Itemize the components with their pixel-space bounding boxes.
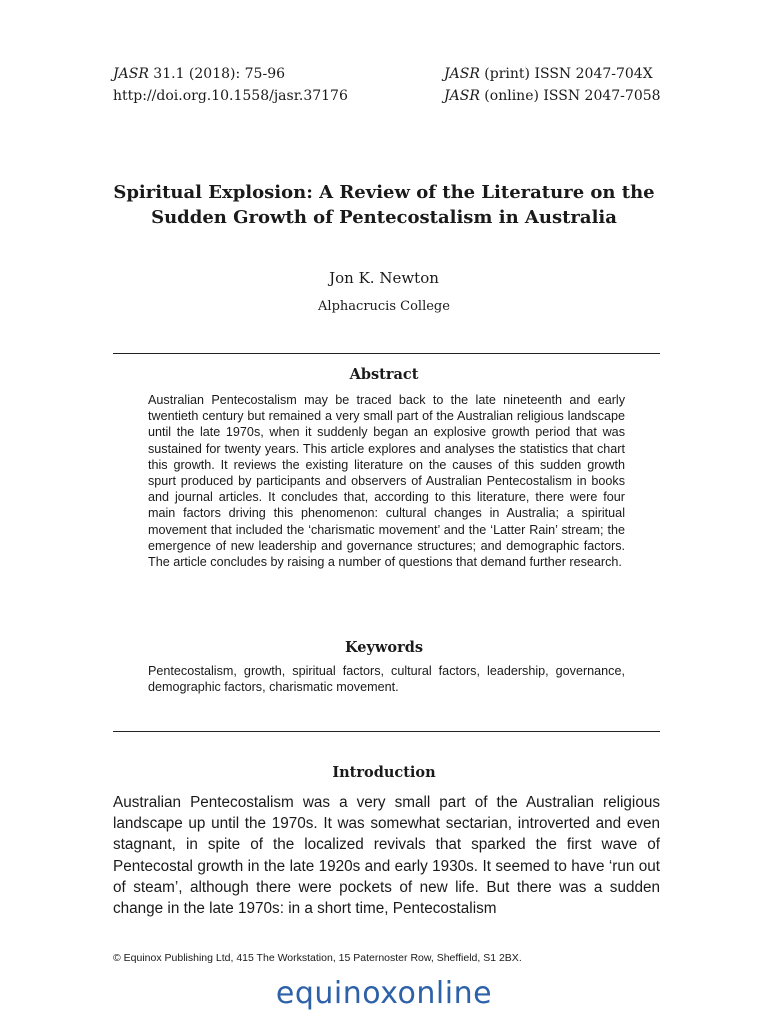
author-name: Jon K. Newton [329, 269, 439, 287]
online-issn [444, 86, 661, 106]
article-title: Spiritual Explosion: A Review of the Literature on the Sudden Growth of Pentecostalism in Australia [113, 182, 655, 228]
journal-name: JASR [113, 66, 149, 82]
print-issn [444, 64, 653, 84]
introduction-text: Australian Pentecostalism was a very small part of the Australian religious landscape up until the 1970s. It was somewhat sectarian, introverted and even stagnant, in spite of the localized revivals that sparked the first wave of Pentecostal growth in the late 1920s and early 1930s. It seemed to have ‘run out of steam’, although there were pockets of new life. But there was a sudden change in the late 1970s: in a short time, Pentecostalism [113, 794, 660, 918]
equinox-logo: equinoxonline [275, 976, 493, 1011]
journal-name: JASR [444, 66, 480, 82]
abstract-text: Australian Pentecostalism may be traced back to the late nineteenth and early twentieth century but remained a very small part of the Australian religious landscape until the late 1970s, when it suddenly began an explosive growth period that was sustained for twenty years. This article explores and analyses the statistics that chart this growth. It reviews the existing literature on the causes of this sudden growth spurt produced by participants and observers of Australian Pentecostalism in books and journal articles. It concludes that, according to this literature, there were four main factors driving this phenomenon: cultural changes in Australia; a spiritual movement that included the ‘charismatic movement’ and the ‘Latter Rain’ stream; the emergence of new leadership and governance structures; and demographic factors. The article concludes by raising a number of questions that demand further research. [148, 393, 625, 570]
divider-top [113, 353, 660, 354]
abstract-heading: Abstract [349, 366, 419, 383]
volume-pages: 31.1 (2018): 75-96 [148, 66, 286, 82]
introduction-heading: Introduction [332, 764, 436, 781]
online-issn-value: (online) ISSN 2047-7058 [479, 88, 661, 104]
print-issn-value: (print) ISSN 2047-704X [479, 66, 653, 82]
author-affiliation: Alphacrucis College [318, 299, 450, 314]
divider-bottom [113, 731, 660, 732]
doi-link[interactable]: http://doi.org.10.1558/jasr.37176 [113, 88, 348, 104]
keywords-text: Pentecostalism, growth, spiritual factors, cultural factors, leadership, governance, demographic factors, charismatic movement. [148, 664, 625, 695]
journal-name: JASR [444, 88, 480, 104]
journal-citation [113, 64, 285, 84]
publisher-copyright: © Equinox Publishing Ltd, 415 The Workstation, 15 Paternoster Row, Sheffield, S1 2BX. [113, 952, 522, 964]
keywords-heading: Keywords [344, 639, 424, 656]
